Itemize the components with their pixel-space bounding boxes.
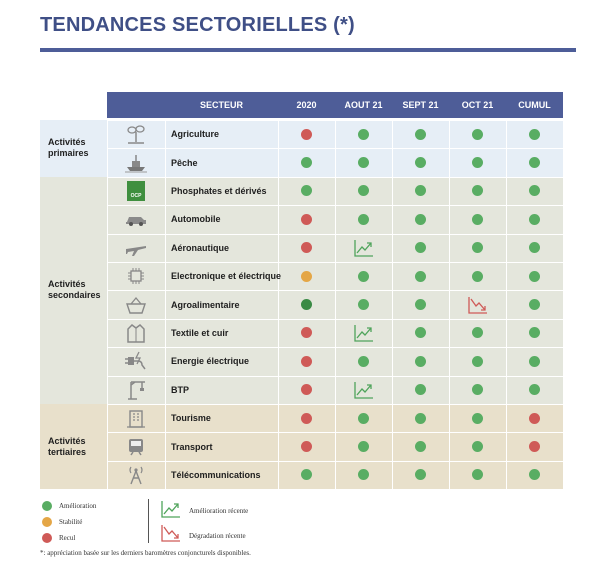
status-dot-dark_green [301,299,312,310]
status-cell [278,290,335,318]
status-dot-green [301,185,312,196]
chip-icon [124,264,148,288]
legend-label-amelioration: Amélioration [59,502,97,510]
power-plug-icon [124,349,148,373]
sector-icon-cell [107,319,165,347]
legend-label-degradation-recente: Dégradation récente [189,532,246,540]
status-dot-green [301,157,312,168]
status-dot-green [415,242,426,253]
status-dot-green [529,214,540,225]
status-dot-red [301,413,312,424]
grid-line [107,489,563,490]
status-cell [506,432,563,460]
trend-down-icon [468,296,488,314]
status-cell [449,461,506,489]
status-dot-red [529,413,540,424]
status-dot-green [472,242,483,253]
status-cell [449,234,506,262]
status-cell [449,432,506,460]
status-cell [335,148,392,176]
status-cell [335,205,392,233]
header-col-4: CUMUL [506,92,563,118]
header-icon-cell [107,92,165,118]
status-dot-green [415,356,426,367]
status-dot-green [358,413,369,424]
status-cell [392,376,449,404]
sector-icon-cell [107,262,165,290]
sector-icon-cell [107,290,165,318]
status-cell [278,205,335,233]
status-dot-green [472,384,483,395]
status-dot-red [301,214,312,225]
status-dot-red [301,327,312,338]
legend-divider [148,499,149,543]
legend-dot-recul [42,533,52,543]
status-dot-green [415,327,426,338]
legend-label-stabilite: Stabilité [59,518,83,526]
status-cell [278,319,335,347]
header-col-1: AOUT 21 [335,92,392,118]
status-dot-green [415,441,426,452]
status-dot-green [415,299,426,310]
sector-icon-cell [107,120,165,148]
hotel-icon [124,406,148,430]
status-cell [506,290,563,318]
status-dot-green [358,299,369,310]
status-cell [335,347,392,375]
status-cell [278,148,335,176]
sector-label: Agroalimentaire [171,299,240,310]
status-dot-green [472,413,483,424]
ocp-logo-text: OCP [130,192,142,199]
train-icon [124,435,148,459]
sector-label: Tourisme [171,413,211,424]
status-dot-green [529,299,540,310]
status-cell [335,290,392,318]
status-dot-green [472,157,483,168]
status-cell [449,177,506,205]
status-cell [278,432,335,460]
legend-label-amelioration-recente: Amélioration récente [189,507,249,515]
status-cell [449,120,506,148]
status-cell [278,262,335,290]
trend-down-icon [161,524,181,542]
group-label: Activités primaires [48,137,89,159]
status-dot-green [415,384,426,395]
jacket-icon [124,321,148,345]
status-cell [392,432,449,460]
status-dot-green [301,469,312,480]
status-cell [392,347,449,375]
status-dot-green [529,327,540,338]
status-dot-green [529,242,540,253]
status-dot-green [472,441,483,452]
title-rule [40,48,576,52]
status-cell [335,120,392,148]
status-cell [392,120,449,148]
status-dot-green [358,129,369,140]
status-cell [392,290,449,318]
antenna-icon [124,463,148,487]
status-cell [278,177,335,205]
page-title: TENDANCES SECTORIELLES (*) [40,14,355,36]
status-cell [335,404,392,432]
status-dot-red [301,441,312,452]
status-cell [278,234,335,262]
status-cell [506,120,563,148]
status-cell [335,461,392,489]
status-dot-red [301,384,312,395]
status-dot-red [529,441,540,452]
sector-icon-cell [107,376,165,404]
sector-label: Automobile [171,214,221,225]
sector-icon-cell [107,148,165,176]
status-dot-green [415,413,426,424]
footnote: *: appréciation basée sur les derniers baromètres conjoncturels disponibles. [40,549,251,557]
status-cell [506,148,563,176]
status-dot-green [472,214,483,225]
status-cell [278,120,335,148]
status-dot-green [472,469,483,480]
status-cell [449,262,506,290]
status-cell [506,376,563,404]
status-dot-green [529,157,540,168]
sector-icon-cell [107,404,165,432]
status-dot-green [529,271,540,282]
status-cell [392,177,449,205]
status-cell [449,205,506,233]
status-dot-green [415,129,426,140]
status-cell [506,319,563,347]
status-cell [506,177,563,205]
status-cell [506,347,563,375]
plant-icon [124,122,148,146]
status-cell [392,319,449,347]
sector-label: BTP [171,384,189,395]
status-cell [335,432,392,460]
crane-icon [124,378,148,402]
status-cell [506,234,563,262]
sector-label: Télécommunications [171,469,261,480]
status-cell [506,262,563,290]
sector-label: Electronique et électrique [171,271,282,282]
status-dot-green [415,469,426,480]
status-cell [335,234,392,262]
sector-label: Transport [171,441,213,452]
sector-icon-cell [107,205,165,233]
status-cell [506,404,563,432]
sector-label: Energie électrique [171,356,250,367]
status-dot-red [301,356,312,367]
status-cell [449,347,506,375]
sector-icon-cell [107,177,165,205]
status-dot-green [472,185,483,196]
grid-line [165,120,166,489]
sector-icon-cell [107,432,165,460]
status-dot-green [358,469,369,480]
status-dot-green [529,356,540,367]
car-icon [124,207,148,231]
status-dot-green [415,157,426,168]
header-col-3: OCT 21 [449,92,506,118]
status-dot-green [415,271,426,282]
legend-label-recul: Recul [59,534,76,542]
status-cell [278,347,335,375]
trend-up-icon [354,239,374,257]
status-cell [392,148,449,176]
sector-label: Agriculture [171,129,220,140]
status-cell [392,461,449,489]
group-label: Activités tertiaires [48,435,87,457]
status-dot-red [301,242,312,253]
status-cell [335,262,392,290]
status-dot-green [358,441,369,452]
status-dot-green [529,384,540,395]
status-dot-green [472,129,483,140]
status-dot-green [472,356,483,367]
status-cell [392,404,449,432]
status-dot-green [529,185,540,196]
group-label: Activités secondaires [48,279,101,301]
sector-label: Aéronautique [171,242,230,253]
trend-up-icon [161,500,181,518]
status-cell [449,148,506,176]
airplane-icon [124,236,148,260]
status-dot-green [472,327,483,338]
trend-up-icon [354,324,374,342]
status-cell [392,205,449,233]
status-cell [392,262,449,290]
status-dot-green [415,214,426,225]
status-cell [392,234,449,262]
status-dot-green [358,214,369,225]
status-dot-green [472,271,483,282]
status-dot-orange [301,271,312,282]
status-dot-green [358,271,369,282]
status-cell [506,205,563,233]
status-cell [278,461,335,489]
status-cell [449,404,506,432]
status-cell [335,177,392,205]
sector-icon-cell [107,461,165,489]
sector-label: Pêche [171,157,198,168]
status-dot-green [529,129,540,140]
sector-icon-cell [107,234,165,262]
status-cell [449,290,506,318]
status-cell [506,461,563,489]
ocp-logo-icon [127,181,145,201]
sector-label: Phosphates et dérivés [171,185,267,196]
status-cell [278,404,335,432]
header-secteur: SECTEUR [165,92,278,118]
legend-dot-amelioration [42,501,52,511]
fishing-boat-icon [124,151,148,175]
status-cell [278,376,335,404]
status-dot-green [358,356,369,367]
status-dot-green [358,185,369,196]
status-cell [449,319,506,347]
food-basket-icon [124,293,148,317]
grid-line [563,120,564,489]
sector-label: Textile et cuir [171,327,229,338]
status-cell [335,319,392,347]
status-dot-green [529,469,540,480]
trend-up-icon [354,381,374,399]
header-col-2: SEPT 21 [392,92,449,118]
status-cell [335,376,392,404]
header-col-0: 2020 [278,92,335,118]
legend-dot-stabilite [42,517,52,527]
sector-icon-cell [107,347,165,375]
status-dot-red [301,129,312,140]
status-dot-green [415,185,426,196]
status-dot-green [358,157,369,168]
status-cell [449,376,506,404]
